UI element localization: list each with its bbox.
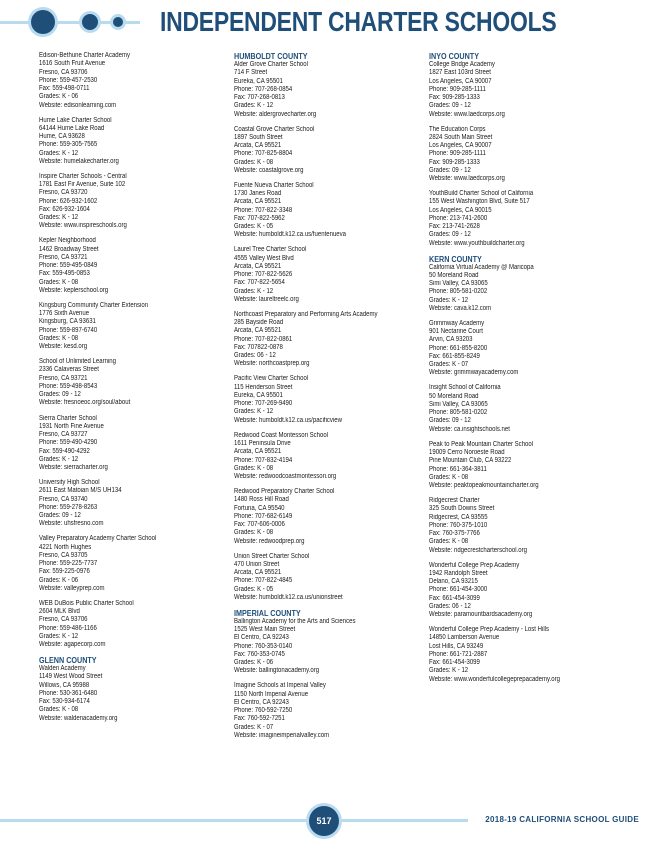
school-detail: Phone: 661-454-3000 <box>429 586 488 594</box>
school-website: Website: ballingtonacademy.org <box>234 667 320 675</box>
school-entry <box>429 562 629 620</box>
school-detail: Fax: 530-934-6174 <box>39 698 90 706</box>
school-name: Wonderful College Prep Academy <box>429 561 520 569</box>
school-detail: Grades: K - 06 <box>39 93 79 101</box>
school-detail: Grades: K - 12 <box>39 455 79 463</box>
school-detail: Delano, CA 93215 <box>429 578 478 586</box>
school-entry <box>429 320 629 378</box>
school-website: Website: www.laedcorps.org <box>429 175 505 183</box>
school-detail: Arcata, CA 95521 <box>234 198 282 206</box>
school-name: University High School <box>39 479 100 487</box>
school-website: Website: imagineimperialvalley.com <box>234 731 330 739</box>
school-detail: Grades: K - 12 <box>234 408 274 416</box>
school-detail: Phone: 559-225-7737 <box>39 560 98 568</box>
school-website: Website: redwoodprep.org <box>234 537 305 545</box>
school-name: Imagine Schools at Imperial Valley <box>234 682 326 690</box>
school-detail: Los Angeles, CA 90015 <box>429 206 492 214</box>
school-name: YouthBuild Charter School of California <box>429 190 534 198</box>
school-detail: 2604 MLK Blvd <box>39 608 80 616</box>
school-detail: Kingsburg, CA 93631 <box>39 318 96 326</box>
school-entry <box>234 682 434 740</box>
school-detail: Phone: 707-682-6149 <box>234 512 293 520</box>
school-detail: 1931 North Fine Avenue <box>39 422 104 430</box>
school-detail: 2824 South Main Street <box>429 133 493 141</box>
school-detail: Phone: 559-457-2530 <box>39 76 98 84</box>
school-detail: Willows, CA 95988 <box>39 681 90 689</box>
column-1 <box>39 52 239 730</box>
school-name: Alder Grove Charter School <box>234 61 308 68</box>
school-detail: 50 Moreland Road <box>429 392 479 400</box>
school-website: Website: kesd.org <box>39 343 88 351</box>
school-detail: 470 Union Street <box>234 560 280 568</box>
footer-line-right <box>342 819 468 822</box>
school-entry <box>234 432 434 482</box>
county-heading: HUMBOLDT COUNTY <box>234 52 308 61</box>
school-name: Grimmway Academy <box>429 319 485 327</box>
school-detail: Los Angeles, CA 90007 <box>429 142 492 150</box>
school-website: Website: coastalgrove.org <box>234 166 304 174</box>
school-detail: 1150 North Imperial Avenue <box>234 690 309 698</box>
school-entry <box>429 384 629 434</box>
school-entry <box>429 497 629 555</box>
school-detail: Fresno, CA 93706 <box>39 616 88 624</box>
school-website: Website: humelakecharter.org <box>39 157 119 165</box>
school-detail: Grades: K - 12 <box>39 149 79 157</box>
school-detail: Eureka, CA 95501 <box>234 77 283 85</box>
school-detail: Fax: 626-932-1604 <box>39 205 90 213</box>
school-entry <box>39 302 239 352</box>
school-name: Laurel Tree Charter School <box>234 246 307 254</box>
school-detail: Phone: 559-897-6740 <box>39 326 98 334</box>
school-detail: Phone: 559-305-7565 <box>39 141 98 149</box>
school-website: Website: ridgecrestcharterschool.org <box>429 546 527 554</box>
school-detail: Grades: K - 08 <box>39 706 79 714</box>
school-name: Edison-Bethune Charter Academy <box>39 52 131 59</box>
school-website: Website: peaktopeakmountaincharter.org <box>429 482 539 490</box>
school-detail: Fresno, CA 93721 <box>39 253 88 261</box>
school-entry <box>234 311 434 369</box>
school-detail: Phone: 661-855-8200 <box>429 344 488 352</box>
school-detail: Fax: 559-490-4292 <box>39 447 90 455</box>
school-detail: Phone: 707-822-0861 <box>234 335 293 343</box>
school-entry <box>39 535 239 593</box>
school-detail: Phone: 707-825-8804 <box>234 150 293 158</box>
school-detail: Fax: 909-285-1333 <box>429 94 480 101</box>
school-name: Pacific View Charter School <box>234 375 309 383</box>
school-detail: Pine Mountain Club, CA 93222 <box>429 457 512 465</box>
school-website: Website: humboldt.k12.ca.us/pacificview <box>234 416 342 424</box>
school-detail: Phone: 909-285-1111 <box>429 150 486 158</box>
school-detail: Fortuna, CA 95540 <box>234 504 285 512</box>
school-detail: Ridgecrest, CA 93555 <box>429 513 488 521</box>
school-entry <box>429 441 629 491</box>
school-detail: Fresno, CA 93740 <box>39 495 88 503</box>
county-heading: KERN COUNTY <box>429 254 482 264</box>
school-detail: Grades: K - 12 <box>429 667 469 675</box>
school-name: School of Unlimited Learning <box>39 358 116 366</box>
school-detail: 19009 Cerro Noroeste Road <box>429 449 505 457</box>
school-detail: Los Angeles, CA 90007 <box>429 77 492 85</box>
school-detail: Simi Valley, CA 93065 <box>429 280 488 288</box>
school-name: Northcoast Preparatory and Performing Arts Academy <box>234 310 378 318</box>
school-detail: Phone: 661-721-2887 <box>429 650 488 658</box>
school-detail: Fresno, CA 93721 <box>39 374 88 382</box>
school-detail: 1781 East Fir Avenue, Suite 102 <box>39 181 126 189</box>
school-detail: Phone: 559-495-0849 <box>39 262 98 270</box>
school-detail: Fresno, CA 93705 <box>39 551 88 559</box>
school-detail: Grades: 06 - 12 <box>429 602 471 610</box>
school-detail: Fax: 707-822-5654 <box>234 279 285 287</box>
school-detail: 285 Bayside Road <box>234 319 284 327</box>
school-entry <box>429 255 629 314</box>
school-detail: Grades: K - 08 <box>429 473 469 481</box>
school-entry <box>234 126 434 176</box>
header-dot-large <box>31 10 55 34</box>
school-website: Website: agapecorp.com <box>39 641 106 649</box>
page-number: 517 <box>309 806 339 836</box>
school-detail: Lost Hills, CA 93249 <box>429 642 484 650</box>
school-detail: Phone: 760-375-1010 <box>429 521 488 529</box>
school-website: Website: www.laedcorps.org <box>429 110 505 118</box>
school-name: Fuente Nueva Charter School <box>234 181 314 189</box>
school-detail: Fax: 661-454-3099 <box>429 594 480 602</box>
school-entry <box>429 126 629 184</box>
school-name: Wonderful College Prep Academy - Lost Hills <box>429 626 550 634</box>
school-detail: 50 Moreland Road <box>429 271 479 279</box>
school-detail: Phone: 760-353-0140 <box>234 642 293 650</box>
school-detail: Grades: 09 - 12 <box>429 417 471 425</box>
school-entry <box>234 375 434 425</box>
school-entry <box>39 358 239 408</box>
school-detail: Phone: 805-581-0202 <box>429 409 488 417</box>
school-detail: 1730 Janes Road <box>234 190 282 198</box>
school-detail: 1776 Sixth Avenue <box>39 310 90 318</box>
school-detail: Grades: K - 07 <box>234 723 274 731</box>
school-detail: Hume, CA 93628 <box>39 133 85 141</box>
school-detail: El Centro, CA 92243 <box>234 698 289 706</box>
school-detail: Phone: 707-822-4845 <box>234 577 293 585</box>
school-name: Redwood Coast Montessori School <box>234 431 329 439</box>
school-detail: Fax: 661-454-3099 <box>429 659 480 667</box>
school-detail: Fax: 559-225-0976 <box>39 568 90 576</box>
footer-line-left <box>0 819 306 822</box>
school-detail: Phone: 559-490-4290 <box>39 439 98 447</box>
school-detail: Grades: 09 - 12 <box>39 512 81 520</box>
school-detail: 1942 Randolph Street <box>429 569 488 577</box>
school-name: Sierra Charter School <box>39 414 97 422</box>
school-detail: Grades: K - 05 <box>234 585 274 593</box>
school-detail: Grades: K - 08 <box>234 529 274 537</box>
school-detail: Phone: 626-932-1602 <box>39 197 98 205</box>
school-detail: Grades: K - 05 <box>234 223 274 231</box>
school-detail: Grades: K - 06 <box>234 659 274 667</box>
school-detail: Arcata, CA 95521 <box>234 569 282 577</box>
school-detail: 1827 East 103rd Street <box>429 69 491 77</box>
school-detail: Phone: 213-741-2600 <box>429 214 488 222</box>
school-entry <box>429 52 629 119</box>
school-website: Website: waldenacademy.org <box>39 714 118 722</box>
school-website: Website: ca.insightschools.net <box>429 425 510 433</box>
school-website: Website: cava.k12.com <box>429 304 492 312</box>
school-detail: Fax: 707822-0878 <box>234 343 283 351</box>
school-name: Coastal Grove Charter School <box>234 125 315 133</box>
school-name: California Virtual Academy @ Maricopa <box>429 263 534 271</box>
school-detail: Grades: K - 12 <box>234 102 274 110</box>
school-website: Website: aldergrovecharter.org <box>234 110 317 118</box>
school-website: Website: redwoodcoastmontessori.org <box>234 473 337 481</box>
school-entry <box>39 117 239 167</box>
column-2 <box>234 52 434 747</box>
school-entry <box>234 609 434 676</box>
school-entry <box>39 656 239 723</box>
school-entry <box>39 237 239 295</box>
school-detail: Fax: 559-495-0853 <box>39 270 90 278</box>
school-detail: 14850 Lamberson Avenue <box>429 634 500 642</box>
school-name: Walden Academy <box>39 665 86 673</box>
school-name: Ridgecrest Charter <box>429 497 480 505</box>
school-name: Union Street Charter School <box>234 552 310 560</box>
school-detail: Fax: 760-592-7251 <box>234 715 285 723</box>
school-detail: Grades: 06 - 12 <box>234 352 276 360</box>
school-name: College Bridge Academy <box>429 61 495 68</box>
school-detail: 2611 East Matoian M/S UH134 <box>39 487 122 495</box>
school-entry <box>39 173 239 231</box>
school-detail: Grades: K - 12 <box>429 296 469 304</box>
school-detail: Fax: 760-353-0745 <box>234 650 285 658</box>
school-detail: Phone: 805-581-0202 <box>429 288 488 296</box>
school-detail: 1462 Broadway Street <box>39 245 99 253</box>
school-detail: Fax: 661-855-8249 <box>429 352 480 360</box>
school-detail: Arcata, CA 95521 <box>234 327 282 335</box>
school-website: Website: sierracharter.org <box>39 464 108 472</box>
school-detail: Arvin, CA 93203 <box>429 336 473 344</box>
school-detail: Phone: 559-278-8263 <box>39 503 98 511</box>
school-detail: 714 F Street <box>234 69 268 77</box>
school-detail: Phone: 707-822-5626 <box>234 271 293 279</box>
school-entry <box>39 479 239 529</box>
school-name: Inspire Charter Schools - Central <box>39 172 127 180</box>
school-detail: Grades: K - 08 <box>429 538 469 546</box>
school-name: Hume Lake Charter School <box>39 116 112 124</box>
school-name: Insight School of California <box>429 384 501 392</box>
school-name: Kingsburg Community Charter Extension <box>39 301 149 309</box>
school-detail: Phone: 530-361-6480 <box>39 689 98 697</box>
school-website: Website: keplerschool.org <box>39 286 109 294</box>
school-website: Website: www.youthbuildcharter.org <box>429 239 525 247</box>
school-detail: Phone: 707-268-0854 <box>234 85 293 93</box>
school-website: Website: northcoastprep.org <box>234 360 310 368</box>
school-detail: Fresno, CA 93720 <box>39 189 88 197</box>
school-detail: 64144 Hume Lake Road <box>39 124 105 132</box>
guide-title: 2018-19 CALIFORNIA SCHOOL GUIDE <box>485 815 639 824</box>
school-detail: Phone: 909-285-1111 <box>429 85 486 93</box>
school-detail: Fresno, CA 93727 <box>39 431 88 439</box>
school-detail: Fax: 707-606-0006 <box>234 521 285 529</box>
school-entry <box>429 626 629 684</box>
school-entry <box>39 415 239 473</box>
school-name: Kepler Neighborhood <box>39 237 96 245</box>
header-decoration <box>0 0 160 44</box>
school-name: Peak to Peak Mountain Charter School <box>429 440 534 448</box>
page-title: INDEPENDENT CHARTER SCHOOLS <box>160 6 557 37</box>
school-name: Redwood Preparatory Charter School <box>234 488 335 496</box>
school-detail: 1480 Ross Hill Road <box>234 496 289 504</box>
school-detail: Phone: 707-269-9490 <box>234 400 293 408</box>
school-detail: 1149 West Wood Street <box>39 673 103 681</box>
school-website: Website: humboldt.k12.ca.us/unionstreet <box>234 593 343 601</box>
school-website: Website: www.inspireschools.org <box>39 222 127 230</box>
school-detail: Fax: 707-822-5962 <box>234 214 285 222</box>
school-detail: Fax: 760-375-7766 <box>429 530 480 538</box>
school-detail: 1611 Peninsula Drive <box>234 440 291 448</box>
school-detail: 901 Nectarine Court <box>429 328 483 336</box>
school-detail: 1616 South Fruit Avenue <box>39 60 106 68</box>
school-entry <box>234 182 434 240</box>
school-website: Website: www.wonderfulcollegeprepacademy.org <box>429 675 560 683</box>
school-detail: Phone: 559-486-1166 <box>39 624 97 632</box>
school-website: Website: edisonlearning.com <box>39 101 117 109</box>
school-detail: Grades: 09 - 12 <box>429 166 471 174</box>
school-detail: Grades: K - 12 <box>39 632 79 640</box>
county-heading: GLENN COUNTY <box>39 656 97 666</box>
school-detail: Phone: 661-364-3811 <box>429 465 487 473</box>
county-heading: INYO COUNTY <box>429 52 480 61</box>
school-entry <box>429 190 629 248</box>
school-detail: Arcata, CA 95521 <box>234 448 282 456</box>
school-website: Website: humboldt.k12.ca.us/fuentenueva <box>234 231 347 239</box>
school-name: Ballington Academy for the Arts and Sciences <box>234 617 356 625</box>
school-detail: Grades: 09 - 12 <box>429 102 471 110</box>
school-detail: Phone: 707-832-4194 <box>234 456 293 464</box>
school-entry <box>234 488 434 546</box>
school-entry <box>39 600 239 650</box>
school-detail: Fax: 559-498-0711 <box>39 85 90 92</box>
school-detail: Fax: 909-285-1333 <box>429 158 480 166</box>
county-heading: IMPERIAL COUNTY <box>234 608 301 618</box>
school-website: Website: grimmwayacademy.com <box>429 369 519 377</box>
school-name: WEB DuBois Public Charter School <box>39 599 134 607</box>
school-detail: Grades: K - 12 <box>39 214 79 222</box>
school-entry <box>234 553 434 603</box>
header-dot-medium <box>82 14 98 30</box>
school-entry <box>234 52 434 119</box>
school-entry <box>39 52 239 110</box>
school-detail: Grades: K - 08 <box>39 334 79 342</box>
school-detail: Phone: 707-822-3348 <box>234 206 293 214</box>
school-detail: Simi Valley, CA 93065 <box>429 400 488 408</box>
school-detail: 4555 Valley West Blvd <box>234 254 294 262</box>
school-website: Website: paramountbardsacademy.org <box>429 611 533 619</box>
school-detail: 1897 South Street <box>234 133 283 141</box>
header-dot-small <box>113 17 123 27</box>
school-detail: 115 Henderson Street <box>234 383 293 391</box>
school-detail: Phone: 760-592-7250 <box>234 707 293 715</box>
school-detail: 2336 Calaveras Street <box>39 366 99 374</box>
school-detail: 155 West Washington Blvd, Suite 517 <box>429 198 530 206</box>
school-name: Valley Preparatory Academy Charter School <box>39 535 157 543</box>
school-detail: Grades: K - 08 <box>39 278 79 286</box>
school-website: Website: fresnoeoc.org/soul/about <box>39 399 131 407</box>
school-detail: Arcata, CA 95521 <box>234 262 282 270</box>
school-detail: 325 South Downs Street <box>429 505 495 513</box>
school-detail: El Centro, CA 92243 <box>234 634 289 642</box>
school-website: Website: uhsfresno.com <box>39 520 104 528</box>
school-detail: Phone: 559-498-8543 <box>39 382 98 390</box>
school-detail: Arcata, CA 95521 <box>234 142 282 150</box>
school-detail: Grades: 09 - 12 <box>39 391 81 399</box>
school-detail: 4221 North Hughes <box>39 543 92 551</box>
school-detail: Grades: 09 - 12 <box>429 231 471 239</box>
school-website: Website: valleyprep.com <box>39 584 105 592</box>
column-3 <box>429 52 629 691</box>
school-entry <box>234 246 434 304</box>
school-detail: Fresno, CA 93706 <box>39 68 88 76</box>
school-website: Website: laureltreelc.org <box>234 295 299 303</box>
school-detail: Grades: K - 07 <box>429 361 469 369</box>
school-detail: Grades: K - 12 <box>234 287 274 295</box>
school-detail: Eureka, CA 95501 <box>234 391 283 399</box>
school-detail: 1525 West Main Street <box>234 626 296 634</box>
school-detail: Fax: 707-268-0813 <box>234 94 285 101</box>
school-detail: Grades: K - 06 <box>39 576 79 584</box>
school-detail: Grades: K - 08 <box>234 158 274 166</box>
school-name: The Education Corps <box>429 125 486 133</box>
school-detail: Fax: 213-741-2628 <box>429 223 480 231</box>
school-detail: Grades: K - 08 <box>234 464 274 472</box>
